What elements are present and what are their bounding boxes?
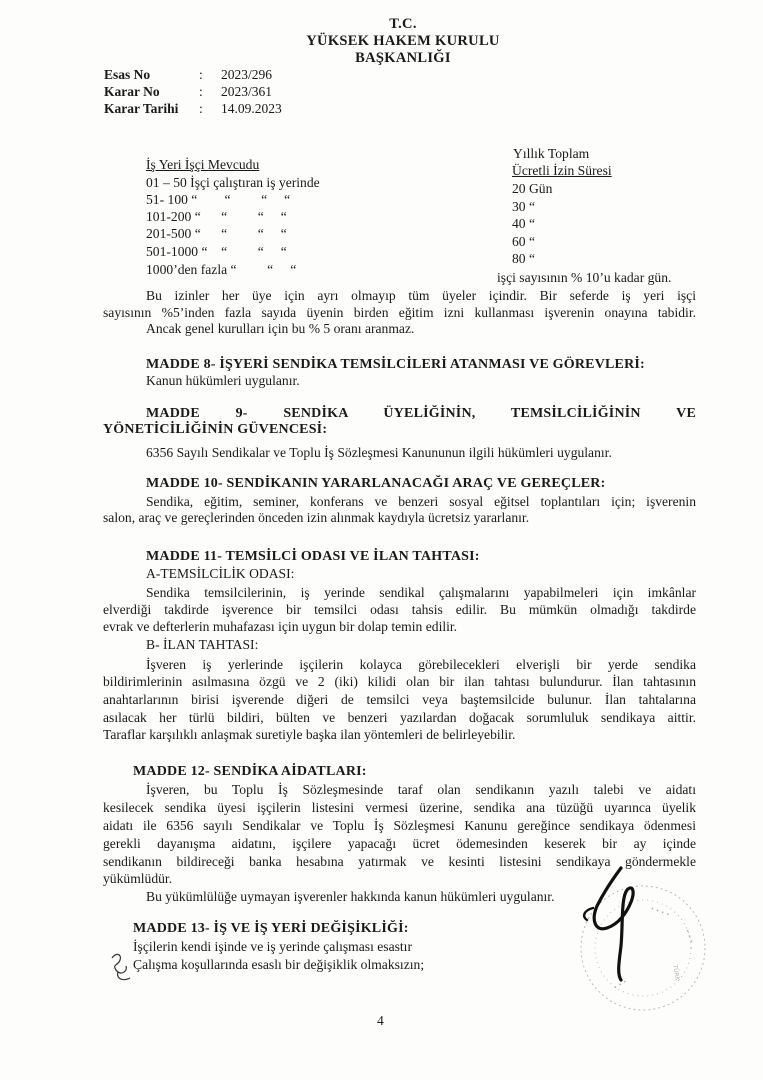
madde12-text-cont: yükümlüdür. xyxy=(103,871,173,886)
madde11-title: MADDE 11- TEMSİLCİ ODASI VE İLAN TAHTASI: xyxy=(146,549,480,564)
madde12-text-cont: sendikanın bildireceği banka hesabına yatırmak ve kesinti listesini sendikaya göndermekle xyxy=(103,854,696,869)
leave-row-left: 51- 100 “ “ “ “ xyxy=(146,192,291,207)
tarih-value: 14.09.2023 xyxy=(221,101,282,116)
leave-row-right: 20 Gün xyxy=(512,181,553,196)
leave-row-right: 80 “ xyxy=(512,251,536,266)
signature xyxy=(575,862,655,987)
madde11-sub-a: A-TEMSİLCİLİK ODASI: xyxy=(146,566,295,581)
izin-paragraph-last: Ancak genel kurulları için bu % 5 oranı aranmaz. xyxy=(146,321,415,336)
madde12-title: MADDE 12- SENDİKA AİDATLARI: xyxy=(133,764,367,779)
madde11-sub-b: B- İLAN TAHTASI: xyxy=(146,637,259,652)
tarih-colon: : xyxy=(199,101,203,116)
leave-right-header-1: Yıllık Toplam xyxy=(513,146,590,161)
esas-label: Esas No xyxy=(104,67,151,82)
izin-paragraph-cont: sayısının %5’inden fazla sayıda üyenin birden eğitim izni kullanması işverenin onayına tabidir. xyxy=(103,305,696,320)
header-tc: T.C. xyxy=(389,16,417,32)
madde12-text-cont: gerekli dayanışma aidatını, işçilere yapacağı ücret ödemesinden keserek bir ay içinde xyxy=(103,836,696,851)
header-institution: YÜKSEK HAKEM KURULU xyxy=(306,33,500,49)
leave-row-left: 1000’den fazla “ “ “ xyxy=(146,262,297,277)
madde13-text: Çalışma koşullarında esaslı bir değişiklik olmaksızın; xyxy=(133,957,425,972)
svg-text:• • • •: • • • • xyxy=(649,905,671,919)
madde12-text-cont: aidatı ile 6356 sayılı Sendikalar ve Toplu İş Sözleşmesi Kanunu gereğince sendikaya ödenmesi xyxy=(103,818,696,833)
madde9-title-line2: YÖNETİCİLİĞİNİN GÜVENCESİ: xyxy=(103,422,328,437)
madde8-text: Kanun hükümleri uygulanır. xyxy=(146,373,300,388)
leave-row-right: 60 “ xyxy=(512,234,536,249)
madde9-text: 6356 Sayılı Sendikalar ve Toplu İş Sözleşmesi Kanununun ilgili hükümleri uygulanır. xyxy=(146,445,612,460)
tarih-label: Karar Tarihi xyxy=(104,101,179,116)
leave-row-left: 101-200 “ “ “ “ xyxy=(146,209,287,224)
leave-row-right: 40 “ xyxy=(512,216,536,231)
svg-text:• • •: • • • xyxy=(612,978,629,992)
karar-label: Karar No xyxy=(104,84,160,99)
page-number: 4 xyxy=(377,1013,384,1028)
leave-right-header-2: Ücretli İzin Süresi xyxy=(512,163,612,178)
leave-left-header: İş Yeri İşçi Mevcudu xyxy=(146,157,260,172)
leave-row-left: 201-500 “ “ “ “ xyxy=(146,226,287,241)
esas-value: 2023/296 xyxy=(221,67,273,82)
header-department: BAŞKANLIĞI xyxy=(355,50,451,66)
madde12-text: İşveren, bu Toplu İş Sözleşmesinde taraf olan sendikanın yazılı talebi ve aidatı xyxy=(146,782,696,797)
madde12-text-cont: kesilecek sendika üyesi işçilerin listesini vermesi üzerine, sendika ana tüzüğü uyarınca üyelik xyxy=(103,800,696,815)
madde11-a-text-last: evrak ve defterlerin muhafazası için uygun bir dolap temin edilir. xyxy=(103,619,458,634)
madde11-b-text-last: Taraflar karşılıklı anlaşmak suretiyle başka ilan yöntemleri de belirleyebilir. xyxy=(103,727,516,742)
madde11-b-text-cont: asılacak her türlü bildiri, bülten ve benzeri yazılardan doğacak sorumluluk sendikaya aittir. xyxy=(103,710,696,725)
madde10-text: Sendika, eğitim, seminer, konferans ve benzeri sosyal eğitsel toplantıları için; işverenin xyxy=(146,494,696,509)
margin-initial-signature xyxy=(108,948,138,988)
esas-colon: : xyxy=(199,67,203,82)
madde11-b-text: İşveren iş yerlerinde işçilerin kolayca görebilecekleri elverişli bir yerde sendika xyxy=(146,657,696,672)
madde11-b-text-cont: anahtarlarının birisi işverende diğeri de temsilci veya baştemsilcide bulunur. İlan tahtalarına xyxy=(103,692,696,707)
karar-colon: : xyxy=(199,84,203,99)
madde10-title: MADDE 10- SENDİKANIN YARARLANACAĞI ARAÇ VE GEREÇLER: xyxy=(146,476,606,491)
madde11-b-text-cont: bildirimlerinin asılmasına özgü ve 2 (iki) kilidi olan bir ilan tahtası bulundurur. İlan tahtasının xyxy=(103,674,696,689)
leave-row-left: 501-1000 “ “ “ “ xyxy=(146,244,287,259)
madde12-text-last: Bu yükümlülüğe uymayan işverenler hakkında kanun hükümleri uygulanır. xyxy=(146,889,555,904)
madde11-a-text-cont: elverdiği takdirde işverence bir temsilci odası tahsis edilir. Bu mümkün olmadığı takdirde xyxy=(103,602,696,617)
leave-row-right: işçi sayısının % 10’u kadar gün. xyxy=(497,270,672,285)
madde11-a-text: Sendika temsilcilerinin, iş yerinde sendikal çalışmalarını yapabilmeleri için imkânlar xyxy=(146,585,696,600)
madde13-title: MADDE 13- İŞ VE İŞ YERİ DEĞİŞİKLİĞİ: xyxy=(133,921,409,936)
leave-row-right: 30 “ xyxy=(512,199,536,214)
madde10-text-cont: salon, araç ve gereçlerinden önceden izin alınmak kaydıyla ücretsiz yararlanır. xyxy=(103,510,530,525)
stamp-text: TÜRK xyxy=(671,964,681,982)
leave-row-left: 01 – 50 İşçi çalıştıran iş yerinde xyxy=(146,175,320,190)
madde13-text: İşçilerin kendi işinde ve iş yerinde çalışması esastır xyxy=(133,939,412,954)
izin-paragraph: Bu izinler her üye için ayrı olmayıp tüm üyeler içindir. Bir seferde iş yeri işçi xyxy=(146,288,696,303)
madde9-title-line1: MADDE 9- SENDİKA ÜYELİĞİNİN, TEMSİLCİLİĞİNİN VE xyxy=(146,406,696,421)
madde8-title: MADDE 8- İŞYERİ SENDİKA TEMSİLCİLERİ ATANMASI VE GÖREVLERİ: xyxy=(146,357,645,372)
svg-text:• • •: • • • xyxy=(683,928,695,945)
karar-value: 2023/361 xyxy=(221,84,273,99)
